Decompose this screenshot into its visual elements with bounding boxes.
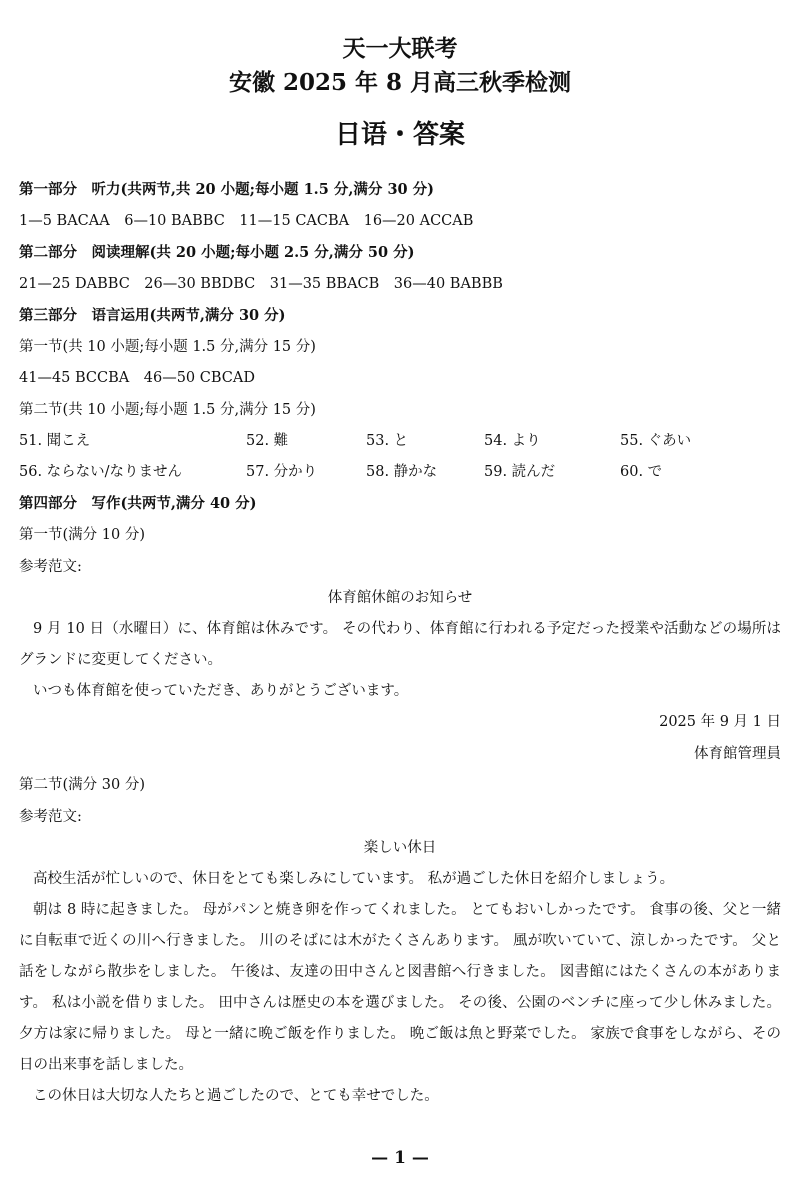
part4-section1-heading: 第一节(满分 10 分) [19,527,145,543]
fill-in-answer: 53. と [366,433,409,449]
part3-section1-answers: 41—45 BCCBA 46—50 CBCAD [19,370,255,386]
fill-in-answer: 52. 難 [246,433,289,449]
part3-section1-heading: 第一节(共 10 小题;每小题 1.5 分,满分 15 分) [19,339,316,355]
part4-section2-heading: 第二节(满分 30 分) [19,777,145,793]
part3-heading: 第三部分 语言运用(共两节,满分 30 分) [19,307,286,324]
part2-heading: 第二部分 阅读理解(共 20 小题;每小题 2.5 分,满分 50 分) [19,244,415,261]
part2-answers: 21—25 DABBC 26—30 BBDBC 31—35 BBACB 36—40 BABBB [19,276,503,292]
fill-in-answer: 51. 聞こえ [19,433,91,449]
part4-heading: 第四部分 写作(共两节,满分 40 分) [19,495,257,512]
notice-body [19,614,781,707]
notice-date: 2025 年 9 月 1 日 [659,714,781,730]
part1-heading: 第一部分 听力(共两节,共 20 小题;每小题 1.5 分,满分 30 分) [19,181,435,198]
exam-organizer-title: 天一大联考 [342,35,458,62]
notice-title: 体育館休館のお知らせ [327,590,473,606]
notice-paragraph: いつも体育館を使っていただき、ありがとうございます。 [33,683,409,699]
sample-essay-label: 参考范文: [19,809,82,825]
fill-in-answers-row-1 [0,431,800,451]
notice-signature: 体育館管理員 [694,746,781,762]
fill-in-answer: 59. 読んだ [484,464,556,480]
fill-in-answers-row-2 [0,462,800,482]
exam-title: 安徽 2025 年 8 月高三秋季检测 [228,69,572,96]
fill-in-answer: 56. ならない/なりません [19,464,183,480]
fill-in-answer: 60. で [620,464,663,480]
essay-paragraph: 朝は 8 時に起きました。 母がパンと焼き卵を作ってくれました。 とてもおいしかったです。 食事の後、父と一緒に自転車で近くの川へ行きました。 川のそばには木がたくさんあります。 風が吹いていて、涼しかったです。 父と話をしながら散歩をしました。 午後は、友達の田中さんと図書館へ行きました。 図書館にはたくさんの本があります。 私は小説を借りました。 田中さんは歴史の本を選びました。 その後、公園のベンチに座って少し休みました。 夕方は家に帰りました。 母と一緒に晩ご飯を作りました。 晩ご飯は魚と野菜でした。 家族で食事をしながら、その日の出来事を話しました。 [19,902,781,1073]
essay-title: 楽しい休日 [363,840,437,856]
fill-in-answer: 57. 分かり [246,464,318,480]
essay-body [19,864,781,1112]
essay-paragraph: この休日は大切な人たちと過ごしたので、とても幸せでした。 [33,1088,439,1104]
fill-in-answer: 58. 静かな [366,464,438,480]
fill-in-answer: 55. ぐあい [620,433,692,449]
essay-paragraph: 高校生活が忙しいので、休日をとても楽しみにしています。 私が過ごした休日を紹介しましょう。 [33,871,675,887]
subject-title: 日语・答案 [334,120,465,150]
fill-in-answer: 54. より [484,433,541,449]
part3-section2-heading: 第二节(共 10 小题;每小题 1.5 分,满分 15 分) [19,402,316,418]
page-number: — 1 — [371,1148,429,1168]
notice-paragraph: 9 月 10 日（水曜日）に、体育館は休みです。 その代わり、体育館に行われる予定だった授業や活動などの場所はグランドに変更してください。 [19,621,781,668]
part1-answers: 1—5 BACAA 6—10 BABBC 11—15 CACBA 16—20 ACCAB [19,213,474,229]
sample-essay-label: 参考范文: [19,559,82,575]
